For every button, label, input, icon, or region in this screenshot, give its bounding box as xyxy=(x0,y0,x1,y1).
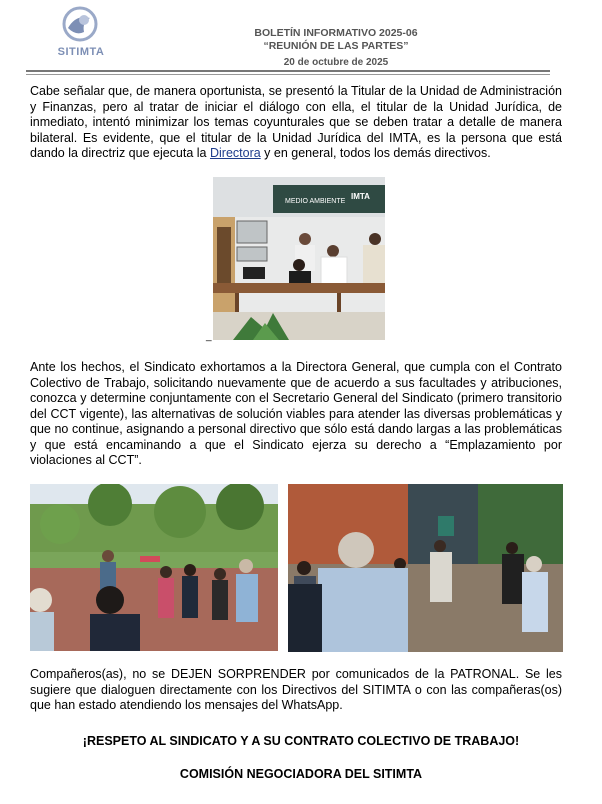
bulletin-date: 20 de octubre de 2025 xyxy=(283,57,389,68)
banner-medio-ambiente: MEDIO AMBIENTE xyxy=(285,198,346,205)
slogan: ¡RESPETO AL SINDICATO Y A SU CONTRATO COLECTIVO DE TRABAJO! xyxy=(82,734,520,748)
paragraph-1-end: y en general, todos los demás directivos. xyxy=(260,146,491,160)
meeting-table-photo xyxy=(213,177,385,340)
logo-text: SITIMTA xyxy=(57,46,105,58)
header-divider xyxy=(26,70,550,72)
bulletin-header xyxy=(0,0,602,76)
banner-imta: IMTA xyxy=(351,192,370,201)
bulletin-number: BOLETÍN INFORMATIVO 2025-06 xyxy=(254,27,418,39)
building-group-photo xyxy=(288,484,563,652)
bulletin-title xyxy=(186,27,486,53)
header-divider-thin xyxy=(26,74,550,75)
garden-group-photo xyxy=(30,484,278,651)
paragraph-1-text: Cabe señalar que, de manera oportunista, se presentó la Titular de la Unidad de Administración y Finanzas, pero al tratar de iniciar el diálogo con ella, el titular de la Unidad Jurídica, de inmediato, intentó minimizar los temas coyunturales que se deben tratar a detalle de manera bilateral. Es evidente, que el titular de la Unidad Jurídica del IMTA, es la persona que está dando la directriz que ejecuta la xyxy=(30,84,562,160)
signoff: COMISIÓN NEGOCIADORA DEL SITIMTA xyxy=(179,767,423,781)
paragraph-exhortation: Ante los hechos, el Sindicato exhortamos a la Directora General, que cumpla con el Contrato Colectivo de Trabajo, solicitando nuevamente que de acuerdo a sus facultades y atribuciones, conozca y determine conjuntamente con el Secretario General del Sindicato (primero transitorio del CCT vigente), las alternativas de solución viables para atender las diversas problemáticas y que no continue, asignando a personal directivo que sólo está dando largas a las problemáticas y que está encaminando a que el Sindicato ejerza su derecho a “Emplazamiento por violaciones al CCT”. xyxy=(30,360,562,467)
sitimta-logo xyxy=(46,6,116,64)
paragraph-warning: Compañeros(as), no se DEJEN SORPRENDER por comunicados de la PATRONAL. Se les sugiere que dialoguen directamente con los Directivos del SITIMTA o con las compañeras(os) que han estado atendiendo los mensajes del WhatsApp. xyxy=(30,667,562,712)
paragraph-unit-juridica xyxy=(30,84,562,162)
bulletin-subtitle: “REUNIÓN DE LAS PARTES” xyxy=(263,40,409,52)
logo-mark-icon xyxy=(56,6,104,46)
stray-mark: _ xyxy=(206,331,212,342)
directora-link[interactable]: Directora xyxy=(209,146,261,160)
